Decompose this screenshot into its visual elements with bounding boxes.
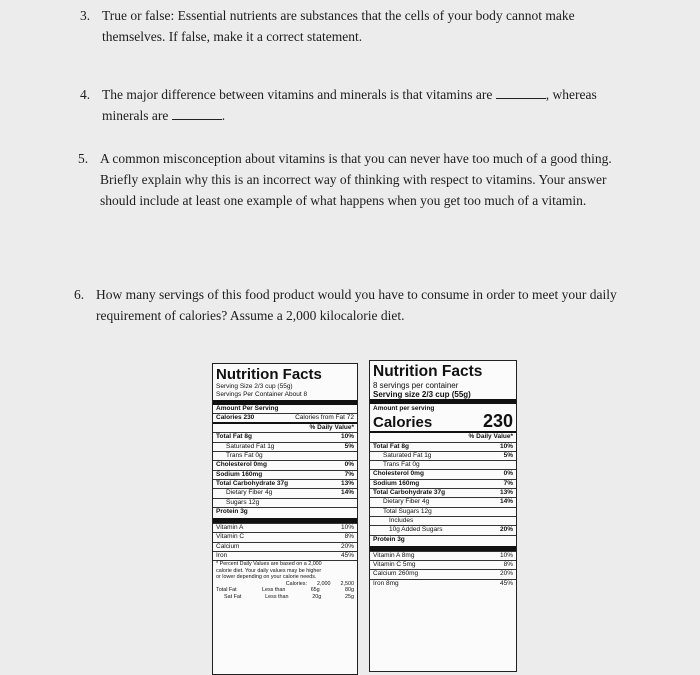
nutrient-label: Sodium 160mg — [216, 470, 263, 478]
nutrient-label: Cholesterol 0mg — [373, 470, 424, 478]
nutrient-label: Trans Fat 0g — [226, 452, 263, 460]
percent-dv — [338, 508, 354, 516]
percent-dv: 7% — [344, 470, 354, 478]
nutrient-row — [213, 432, 357, 441]
question-line: should include at least one example of what happens when you get too much of a vitamin. — [100, 193, 587, 208]
percent-dv — [497, 461, 513, 469]
nutrient-row — [370, 442, 516, 451]
vitamin-row — [370, 551, 516, 560]
percent-dv: 10% — [340, 524, 354, 532]
nutrient-label: Sugars 12g — [226, 498, 260, 506]
percent-dv: 45% — [499, 579, 513, 587]
nutrient-row — [370, 497, 516, 506]
percent-dv — [338, 452, 354, 460]
nutrient-row — [370, 479, 516, 488]
vitamin-rows — [370, 551, 516, 588]
calories-from-fat: Calories from Fat 72 — [295, 413, 354, 421]
nutrient-label: Vitamin A 8mg — [373, 551, 415, 559]
calories-block — [370, 399, 516, 431]
question-text: , whereas — [545, 87, 597, 102]
nutrient-label: Iron — [216, 552, 228, 560]
nutrient-row — [213, 451, 357, 460]
nutrient-label: Total Fat 8g — [373, 442, 409, 450]
nutrient-row — [213, 470, 357, 479]
calories: Calories 230 — [216, 413, 255, 421]
question-line: requirement of calories? Assume a 2,000 kilocalorie diet. — [96, 308, 405, 323]
nutrition-label-old — [212, 363, 358, 675]
question-line: How many servings of this food product would you have to consume in order to meet your daily — [96, 287, 617, 302]
nutrient-row — [370, 516, 516, 525]
nutrient-row — [370, 460, 516, 469]
nutrient-label: Protein 3g — [373, 535, 405, 543]
nutrient-row — [213, 442, 357, 451]
question-line: Briefly explain why this is an incorrect way of thinking with respect to vitamins. Your answer — [100, 172, 607, 187]
calories-value: 230 — [482, 411, 513, 432]
nutrient-label: Saturated Fat 1g — [226, 442, 275, 450]
vitamin-row — [370, 560, 516, 569]
question-text: minerals are — [102, 108, 169, 123]
answer-blank[interactable] — [496, 86, 546, 99]
nutrient-label: Iron 8mg — [373, 579, 399, 587]
percent-dv — [497, 536, 513, 544]
nutrient-label: Protein 3g — [216, 507, 248, 515]
nutrient-rows — [370, 442, 516, 544]
nutrient-row — [213, 498, 357, 507]
nutrient-row — [370, 469, 516, 478]
amount-per-serving: Amount Per Serving — [213, 400, 357, 413]
percent-dv — [497, 508, 513, 516]
nutrient-label: Total Carbohydrate 37g — [216, 479, 289, 487]
percent-dv: 10% — [499, 442, 513, 450]
percent-dv: 5% — [503, 451, 513, 459]
nutrient-row — [370, 507, 516, 516]
question-text: The major difference between vitamins and minerals is that vitamins are — [102, 87, 493, 102]
percent-dv: 13% — [340, 479, 354, 487]
percent-dv: 8% — [503, 561, 513, 569]
vitamin-row — [370, 579, 516, 588]
percent-dv: 20% — [499, 570, 513, 578]
percent-dv: 8% — [344, 533, 354, 541]
percent-dv: 0% — [344, 461, 354, 469]
percent-dv: 7% — [503, 479, 513, 487]
nutrient-row — [370, 525, 516, 534]
percent-dv: 14% — [499, 498, 513, 506]
vitamin-rows — [213, 523, 357, 560]
percent-dv: 5% — [344, 442, 354, 450]
nutrient-label: Sodium 160mg — [373, 479, 420, 487]
question-line: themselves. If false, make it a correct statement. — [102, 29, 363, 44]
nutrient-label: Calcium — [216, 542, 240, 550]
question-text: . — [221, 108, 226, 123]
servings-per-container: Servings Per Container About 8 — [216, 391, 308, 399]
question-3 — [80, 5, 680, 47]
percent-dv: 20% — [340, 542, 354, 550]
nutrient-label: Dietary Fiber 4g — [383, 498, 430, 506]
nutrient-label: Calcium 260mg — [373, 570, 419, 578]
percent-dv: 13% — [499, 489, 513, 497]
dv-header: % Daily Value* — [370, 431, 516, 441]
percent-dv: 20% — [499, 526, 513, 534]
percent-dv: 10% — [499, 551, 513, 559]
vitamin-row — [213, 523, 357, 532]
serving-size: Serving Size 2/3 cup (55g) — [216, 383, 293, 390]
nutrition-label-new — [369, 360, 517, 672]
label-title: Nutrition Facts — [216, 366, 322, 383]
nutrient-label: Cholesterol 0mg — [216, 461, 267, 469]
serving-size: Serving size 2/3 cup (55g) — [373, 390, 471, 399]
nutrient-row — [213, 460, 357, 469]
calories-label: Calories — [373, 414, 433, 432]
nutrient-label: Total Sugars 12g — [383, 507, 432, 515]
vitamin-row — [213, 551, 357, 560]
vitamin-row — [213, 532, 357, 541]
nutrient-row — [370, 535, 516, 544]
servings-per-container: 8 servings per container — [373, 381, 459, 390]
vitamin-row — [213, 542, 357, 551]
percent-dv — [497, 517, 513, 525]
nutrient-label: Vitamin C 5mg — [373, 561, 416, 569]
nutrient-label: Total Fat 8g — [216, 433, 252, 441]
label-title: Nutrition Facts — [373, 363, 483, 380]
question-number: 5. — [78, 151, 89, 166]
nutrient-label: Total Carbohydrate 37g — [373, 489, 446, 497]
nutrient-label: Vitamin A — [216, 524, 244, 532]
percent-dv: 0% — [503, 470, 513, 478]
vitamin-row — [370, 569, 516, 578]
percent-dv: 14% — [340, 489, 354, 497]
question-number: 3. — [80, 8, 91, 23]
nutrient-row — [213, 479, 357, 488]
footnote-table: Calories: 2,000 2,500 Total Fat Less than 65g 80g Sat Fat Less than 20g 25g — [216, 580, 354, 600]
nutrient-label: Trans Fat 0g — [383, 461, 420, 469]
nutrient-row — [370, 451, 516, 460]
question-line: True or false: Essential nutrients are substances that the cells of your body cannot make — [102, 8, 575, 23]
percent-dv: 45% — [340, 552, 354, 560]
nutrient-label: 10g Added Sugars — [389, 526, 443, 534]
answer-blank[interactable] — [172, 107, 222, 120]
footnote: * Percent Daily Values are based on a 2,000 calorie diet. Your daily values may be higher or lower depending on your calorie needs. — [213, 560, 357, 580]
question-5 — [78, 148, 688, 211]
nutrient-label: Saturated Fat 1g — [383, 451, 432, 459]
nutrient-row — [213, 507, 357, 516]
question-line: A common misconception about vitamins is that you can never have too much of a good thing. — [100, 151, 612, 166]
nutrient-rows — [213, 432, 357, 516]
nutrient-row — [213, 488, 357, 497]
question-4 — [80, 84, 680, 126]
question-number: 6. — [74, 287, 85, 302]
dv-header: % Daily Value* — [213, 422, 357, 432]
calories-row — [213, 413, 357, 422]
nutrient-label: Includes — [389, 516, 414, 524]
nutrient-label: Dietary Fiber 4g — [226, 489, 273, 497]
question-number: 4. — [80, 87, 91, 102]
nutrient-row — [370, 488, 516, 497]
amount-per-serving: Amount per serving — [373, 405, 435, 412]
nutrient-label: Vitamin C — [216, 533, 245, 541]
percent-dv — [338, 499, 354, 507]
percent-dv: 10% — [340, 433, 354, 441]
question-6 — [74, 284, 694, 326]
